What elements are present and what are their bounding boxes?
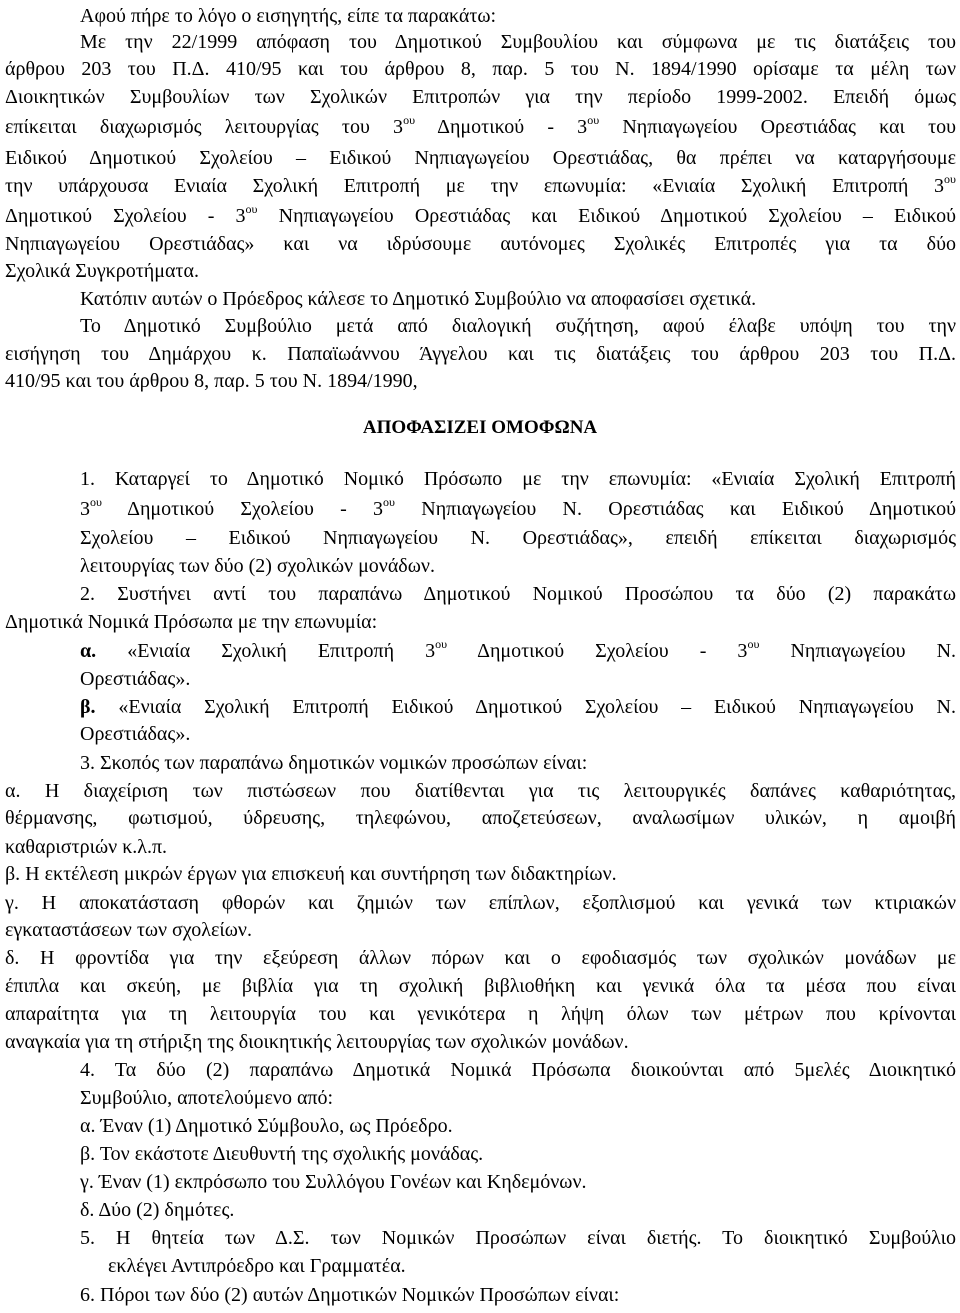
- intro-line: επίκειται διαχωρισμός λειτουργίας του $3^{o\upsilon}$ Δημοτικού - $3^{o\upsilon}$ Νηπιαγωγείου Ορεστιάδας και του: [5, 113, 957, 138]
- item-line: Ορεστιάδας».: [80, 723, 191, 745]
- item-line: θέρμανσης, φωτισμού, ύδρευσης, τηλεφώνου, αποζετεύσεων, αναλωσίμων υλικών, η αμοιβή: [5, 807, 956, 829]
- item-line: 3. Σκοπός των παραπάνω δημοτικών νομικών προσώπων είναι:: [80, 752, 588, 774]
- item-line: λειτουργίας των δύο (2) σχολικών μονάδων.: [80, 555, 435, 577]
- item-line: δ. Δύο (2) δημότες.: [80, 1199, 235, 1221]
- item-line: α. Η διαχείριση των πιστώσεων που διατίθενται για τις λειτουργικές δαπάνες καθαριότητας,: [5, 780, 956, 802]
- item-line: 5. Η θητεία των Δ.Σ. των Νομικών Προσώπων είναι διετής. Το διοικητικό Συμβούλιο: [80, 1227, 956, 1249]
- intro-line: Σχολικά Συγκροτήματα.: [5, 260, 199, 282]
- item-line: β. Τον εκάστοτε Διευθυντή της σχολικής μονάδας.: [80, 1143, 484, 1165]
- intro-line: εισήγηση του Δημάρχου κ. Παπαϊωάννου Άγγελου και τις διατάξεις του άρθρου 203 του Π.Δ.: [5, 343, 956, 365]
- item-line: α. Έναν (1) Δημοτικό Σύμβουλο, ως Πρόεδρο.: [80, 1115, 453, 1137]
- item-line: δ. Η φροντίδα για την εξεύρεση άλλων πόρων και ο εφοδιασμός των σχολικών μονάδων με: [5, 947, 956, 969]
- item-line: 2. Συστήνει αντί του παραπάνω Δημοτικού Νομικού Προσώπου τα δύο (2) παρακάτω: [80, 583, 956, 605]
- item-line: β. Η εκτέλεση μικρών έργων για επισκευή και συντήρηση των διδακτηρίων.: [5, 863, 617, 885]
- intro-line: Νηπιαγωγείου Ορεστιάδας» και να ιδρύσουμε αυτόνομες Σχολικές Επιτροπές για τα δύο: [5, 233, 956, 255]
- item-line: εγκαταστάσεων των σχολείων.: [5, 919, 252, 941]
- decision-heading: ΑΠΟΦΑΣΙΖΕΙ ΟΜΟΦΩΝΑ: [362, 417, 598, 438]
- item-line: απαραίτητα για τη λειτουργία του και γενικότερα η λήψη όλων των μέτρων που κρίνονται: [5, 1003, 956, 1025]
- item-line: έπιπλα και σκεύη, με βιβλία για τη σχολική βιβλιοθήκη και γενικά όλα τα μέσα που είναι: [5, 975, 956, 997]
- item-line: καθαριστριών κ.λ.π.: [5, 836, 168, 858]
- intro-line: άρθρου 203 του Π.Δ. 410/95 και του άρθρου 8, παρ. 5 του Ν. 1894/1990 ορίσαμε τα μέλη των: [5, 58, 956, 80]
- item-line: Συμβούλιο, αποτελούμενο από:: [80, 1087, 334, 1109]
- item-line: Δημοτικά Νομικά Πρόσωπα με την επωνυμία:: [5, 611, 378, 633]
- item-line: γ. Έναν (1) εκπρόσωπο του Συλλόγου Γονέων και Κηδεμόνων.: [80, 1171, 587, 1193]
- intro-line: Αφού πήρε το λόγο ο εισηγητής, είπε τα παρακάτω:: [80, 5, 497, 27]
- item-line: Σχολείου – Ειδικού Νηπιαγωγείου Ν. Ορεστιάδας», επειδή επίκειται διαχωρισμός: [80, 527, 956, 549]
- item-line: 1. Καταργεί το Δημοτικό Νομικό Πρόσωπο με την επωνυμία: «Ενιαία Σχολική Επιτροπή: [80, 468, 956, 490]
- intro-line: Ειδικού Δημοτικού Σχολείου – Ειδικού Νηπιαγωγείου Ορεστιάδας, θα πρέπει να καταργήσουμε: [5, 147, 956, 169]
- item-line: 6. Πόροι των δύο (2) αυτών Δημοτικών Νομικών Προσώπων είναι:: [80, 1284, 620, 1306]
- item-line: εκλέγει Αντιπρόεδρο και Γραμματέα.: [108, 1255, 406, 1277]
- intro-line: Διοικητικών Συμβουλίων των Σχολικών Επιτροπών για την περίοδο 1999-2002. Επειδή όμως: [5, 86, 956, 108]
- item-line: α. «Ενιαία Σχολική Επιτροπή $3^{o\upsilon}$ Δημοτικού Σχολείου - $3^{o\upsilon}$ Νηπιαγωγείου Ν.: [80, 637, 957, 662]
- intro-line: την υπάρχουσα Ενιαία Σχολική Επιτροπή με την επωνυμία: «Ενιαία Σχολική Επιτροπή $3^{o\upsilon}$: [5, 172, 956, 197]
- intro-line: Δημοτικού Σχολείου - $3^{o\upsilon}$ Νηπιαγωγείου Ορεστιάδας και Ειδικού Δημοτικού Σχολείου – Ειδικού: [5, 202, 956, 227]
- item-line: 4. Τα δύο (2) παραπάνω Δημοτικά Νομικά Πρόσωπα διοικούνται από 5μελές Διοικητικό: [80, 1059, 956, 1081]
- item-line: Ορεστιάδας».: [80, 668, 191, 690]
- intro-line: Με την 22/1999 απόφαση του Δημοτικού Συμβουλίου και σύμφωνα με τις διατάξεις του: [80, 31, 956, 53]
- item-line: αναγκαία για τη στήριξη της διοικητικής λειτουργίας των σχολικών μονάδων.: [5, 1031, 629, 1053]
- intro-line: Κατόπιν αυτών ο Πρόεδρος κάλεσε το Δημοτικό Συμβούλιο να αποφασίσει σχετικά.: [80, 288, 757, 310]
- item-line: β. «Ενιαία Σχολική Επιτροπή Ειδικού Δημοτικού Σχολείου – Ειδικού Νηπιαγωγείου Ν.: [80, 696, 956, 718]
- intro-line: Το Δημοτικό Συμβούλιο μετά από διαλογική συζήτηση, αφού έλαβε υπόψη του την: [80, 315, 956, 337]
- item-line: γ. Η αποκατάσταση φθορών και ζημιών των επίπλων, εξοπλισμού και γενικά των κτιριακών: [5, 892, 956, 914]
- item-line: $3^{o\upsilon}$ Δημοτικού Σχολείου - $3^{o\upsilon}$ Νηπιαγωγείου Ν. Ορεστιάδας και Ειδικού Δημοτικού: [80, 495, 956, 520]
- intro-line: 410/95 και του άρθρου 8, παρ. 5 του Ν. 1894/1990,: [5, 370, 418, 392]
